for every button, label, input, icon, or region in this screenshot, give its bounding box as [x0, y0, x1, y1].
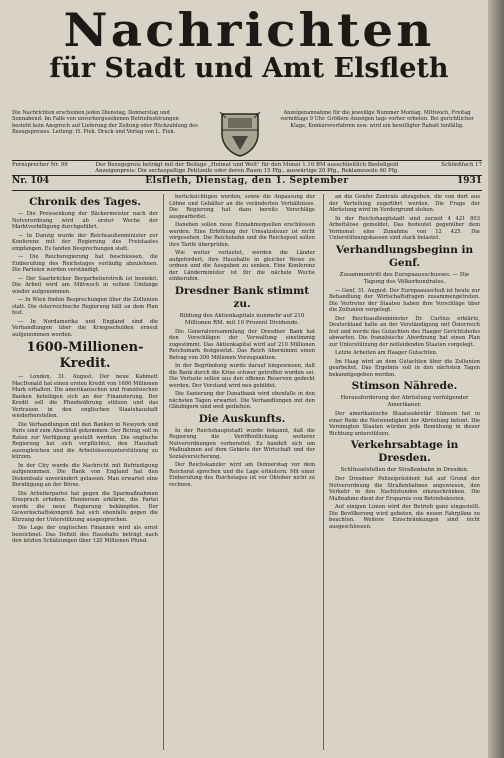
article-paragraph: Der Dresdner Polizeipräsident hat auf Grund der Notverordnung die Straßenbahnen angewiesen, den Verkehr in den Nachtstunden einzuschränken. Die Maßnahme dient der Ersparnis von Betriebskosten.	[329, 476, 480, 502]
article-paragraph: Die Arbeiterpartei hat gegen die Sparmaßnahmen Einspruch erhoben. Henderson erklärte, die Partei werde die neue Regierung bekämpfen. Der Gewerkschaftskongreß hat sich ebenfalls gegen die Kürzung der Unterstützung ausgesprochen.	[12, 490, 158, 523]
column-3	[329, 194, 480, 750]
article-subheading: Zusammentritt des Europaausschusses. — Die Tagung des Völkerbundrates.	[339, 271, 470, 285]
article-paragraph: Letzte Arbeiten am Haager Gutachten.	[335, 350, 438, 356]
dateline	[12, 174, 482, 188]
article-heading: Stimson Nährede.	[351, 380, 458, 392]
newspaper-title: Nachrichten	[63, 6, 435, 57]
article-paragraph: In der Begründung wurde darauf hingewiesen, daß die Bank durch die Krise schwer getroffen worden sei. Die Verluste sollen aus den offenen Reserven gedeckt werden. Der Vorstand wird neu gebildet.	[169, 363, 315, 389]
article-paragraph: Die Generalversammlung der Dresdner Bank hat den Vorschlägen der Verwaltung einstimmig zugestimmt. Das Aktienkapital wird auf 210 Millionen Reichsmark festgesetzt. Das Reich übernimmt einen Betrag von 300 Millionen Vorzugsaktien.	[169, 328, 315, 361]
divider	[12, 190, 482, 191]
article-paragraph: — In Danzig wurde der Reichsaußenminister zur Konferenz mit der Regierung des Freistaates empfangen. Es fanden Besprechungen statt.	[12, 232, 158, 252]
issue-date: Elsfleth, Dienstag, den 1. September	[145, 176, 349, 186]
article-paragraph: In der City wurde die Nachricht mit Befriedigung aufgenommen. Die Bank von England hat den Diskontsatz unverändert gelassen. Man erwartet eine Beruhigung an der Börse.	[12, 462, 158, 488]
article-paragraph: — Die Reichsregierung hat beschlossen, die Einberufung des Reichstages vorläufig abzulehnen. Die Parteien wurden verständigt.	[12, 254, 158, 273]
article-subheading: Bildung des Aktienkapitals nunmehr auf 210 Millionen RM. mit 10 Prozent Dividende.	[179, 312, 305, 326]
column-rule	[163, 194, 164, 750]
coat-of-arms-icon	[218, 110, 262, 158]
article-paragraph: Wie weiter verlautet, werden die Länder aufgefordert, ihre Haushalte in gleicher Weise zu ordnen und die Ausgaben zu senken. Eine Konferenz der Länderminister ist für die nächste Woche einberufen.	[169, 250, 315, 282]
issue-number: Nr. 104	[12, 176, 50, 186]
article-paragraph: an die Genfer Zentrale abzugeben, die von dort aus der Verteilung zugeführt werden. Die Frage der Abrüstung wird im Vordergrund stehen.	[329, 194, 480, 213]
column-rule	[323, 194, 324, 750]
info-row	[12, 110, 482, 158]
publication-info: Die Nachrichten erscheinen jeden Dienstag, Donnerstag und Sonnabend. Im Falle von unvorhergesehenen Betriebsstörungen besteht kein Anspruch auf Lieferung der Zeitung oder Rückzahlung des Bezugspreises. Leitung: H. Fiek. Druck und Verlag von L. Fiek.	[12, 110, 198, 136]
article-heading: Die Auskunfts.	[198, 412, 286, 425]
article-heading: 1600-Millionen-Kredit.	[26, 340, 144, 371]
article-subheading: Schlüsselstellen der Straßenbahn in Dresden.	[340, 467, 469, 473]
article-paragraph: — Der Saarbrücker Bergarbeiterstreik ist beendet. Die Arbeit wird am Mittwoch in vollem Umfange wieder aufgenommen.	[12, 275, 158, 295]
article-heading: Dresdner Bank stimmt zu.	[174, 284, 310, 310]
article-paragraph: — Die Preissenkung der Bäckermeister nach der Notverordnung wird ab erster Woche der Marktverbilligung durchgeführt.	[12, 211, 158, 230]
po-box: Schließfach 17	[441, 162, 482, 168]
column-1	[12, 194, 158, 750]
article-heading: Verkehrsabtage in Dresden.	[350, 439, 459, 464]
article-paragraph: Im Haag wird an dem Gutachten über die Zollunion gearbeitet. Das Ergebnis soll in den nächsten Tagen bekanntgegeben werden.	[329, 358, 480, 378]
page-binding	[488, 0, 504, 758]
subscription-price: Der Bezugspreis beträgt mit der Beilage „Heimat und Welt" für den Monat 1.10 RM ausschließlich Bestellgeld	[95, 162, 399, 168]
article-paragraph: Die Verhandlungen mit den Banken in Newyork und Paris sind zum Abschluß gekommen. Der Betrag soll in Raten zur Verfügung gestellt werden. Die englische Regierung hat sich verpflichtet, den Haushalt auszugleichen und die Arbeitslosenunterstützung zu kürzen.	[12, 421, 158, 460]
phone-number: Fernsprecher Nr. 99	[12, 162, 68, 168]
article-paragraph: Der amerikanische Staatssekretär Stimson hat in einer Rede die Notwendigkeit der Abrüstung betont. Die Vereinigten Staaten würden jede Bemühung in dieser Richtung unterstützen.	[329, 411, 480, 437]
divider	[12, 160, 482, 161]
advertising-info: Anzeigenannahme für die jeweilige Nummer Montag, Mittwoch, Freitag vormittags 9 Uhr. Größere Anzeigen tags vorher erbeten. Bei gerichtlicher Klage, Konkursverfahren usw. wird ein bewilligter Rabatt hinfällig.	[280, 110, 474, 129]
article-paragraph: berücksichtigen werden, sowie die Anpassung der Löhne und Gehälter an die veränderten Verhältnisse. Die Regierung hat dazu bereits Vorschläge ausgearbeitet.	[169, 194, 315, 220]
article-paragraph: In der Reichshauptstadt sind zurzeit 4 421 803 Arbeitslose gemeldet. Das bedeutet gegenüber dem Vormonat eine Zunahme von 12 425. Die Unterstützungskassen sind stark belastet.	[329, 215, 480, 241]
article-paragraph: — Genf, 31. August. Der Europaausschuß ist heute zur Behandlung der Wirtschaftsfragen zusammengetreten. Die Vertreter der Staaten haben ihre Vorschläge über die Zollunion vorgelegt.	[329, 287, 480, 313]
article-paragraph: Die Lage der englischen Finanzen wird als ernst bezeichnet. Das Defizit des Haushalts beträgt nach den letzten Schätzungen über 120 Millionen Pfund.	[12, 525, 158, 544]
article-subheading: Herausforderung der Abrüstung verfolgender Amerikaner.	[340, 395, 469, 408]
article-paragraph: — In Nordamerika und England sind die Verhandlungen über die Kriegsschulden erneut aufgenommen worden.	[12, 318, 158, 338]
article-paragraph: In der Reichshauptstadt wurde bekannt, daß die Regierung die Veröffentlichung weiterer Notverordnungen vorbereitet. Es handelt sich um Maßnahmen auf dem Gebiete der Wirtschaft und der Sozialversicherung.	[169, 427, 315, 460]
article-paragraph: Daneben sollen neue Einnahmequellen erschlossen werden. Eine Erhöhung der Umsatzsteuer ist nicht vorgesehen. Die Reichsbahn und die Reichspost sollen ihre Tarife überprüfen.	[169, 222, 315, 248]
article-paragraph: Der Reichsaußenminister Dr. Curtius erklärte, Deutschland halte an der Verständigung mit Österreich fest und werde das Gutachten des Haager Gerichtshofes abwarten. Die französische Abordnung hat einen Plan zur Unterstützung der notleidenden Staaten vorgelegt.	[329, 315, 480, 348]
issue-year: 1931	[456, 176, 482, 186]
article-paragraph: Auf einigen Linien wird der Betrieb ganz eingestellt. Die Bevölkerung wird gebeten, die neuen Fahrpläne zu beachten. Weitere Einschränkungen sind nicht ausgeschlossen.	[329, 504, 480, 530]
column-2	[169, 194, 315, 750]
article-heading: Verhandlungsbeginn in Genf.	[335, 243, 474, 269]
article-paragraph: — London, 31. August. Der neue Kabinett MacDonald hat einen ersten Kredit von 1600 Millionen Mark erhalten. Die amerikanischen und französischen Banken beteiligen sich an der Finanzierung. Der Kredit soll die Pfundwährung stützen und das Vertrauen in den englischen Staatshaushalt wiederherstellen.	[12, 374, 158, 419]
newspaper-subtitle: für Stadt und Amt Elsfleth	[49, 53, 449, 84]
article-paragraph: Die Sanierung der Danatbank wird ebenfalls in den nächsten Tagen erwartet. Die Verhandlungen mit den Gläubigern sind weit gediehen.	[169, 391, 315, 410]
masthead	[14, 6, 484, 108]
article-heading: Chronik des Tages.	[29, 196, 141, 208]
article-paragraph: Der Reichskanzler wird am Donnerstag vor dem Reichsrat sprechen und die Lage erläutern. Mit einer Einberufung des Reichstages ist vor Oktober nicht zu rechnen.	[169, 462, 315, 488]
ad-price: Anzeigenpreis: Die sechsspaltige Petitzeile oder deren Raum 15 Pfg., auswärtige 20 Pfg., Reklamezeile 60 Pfg.	[95, 168, 399, 174]
article-paragraph: — In Wien finden Besprechungen über die Zollunion statt. Die österreichische Regierung hält an dem Plan fest.	[12, 297, 158, 316]
